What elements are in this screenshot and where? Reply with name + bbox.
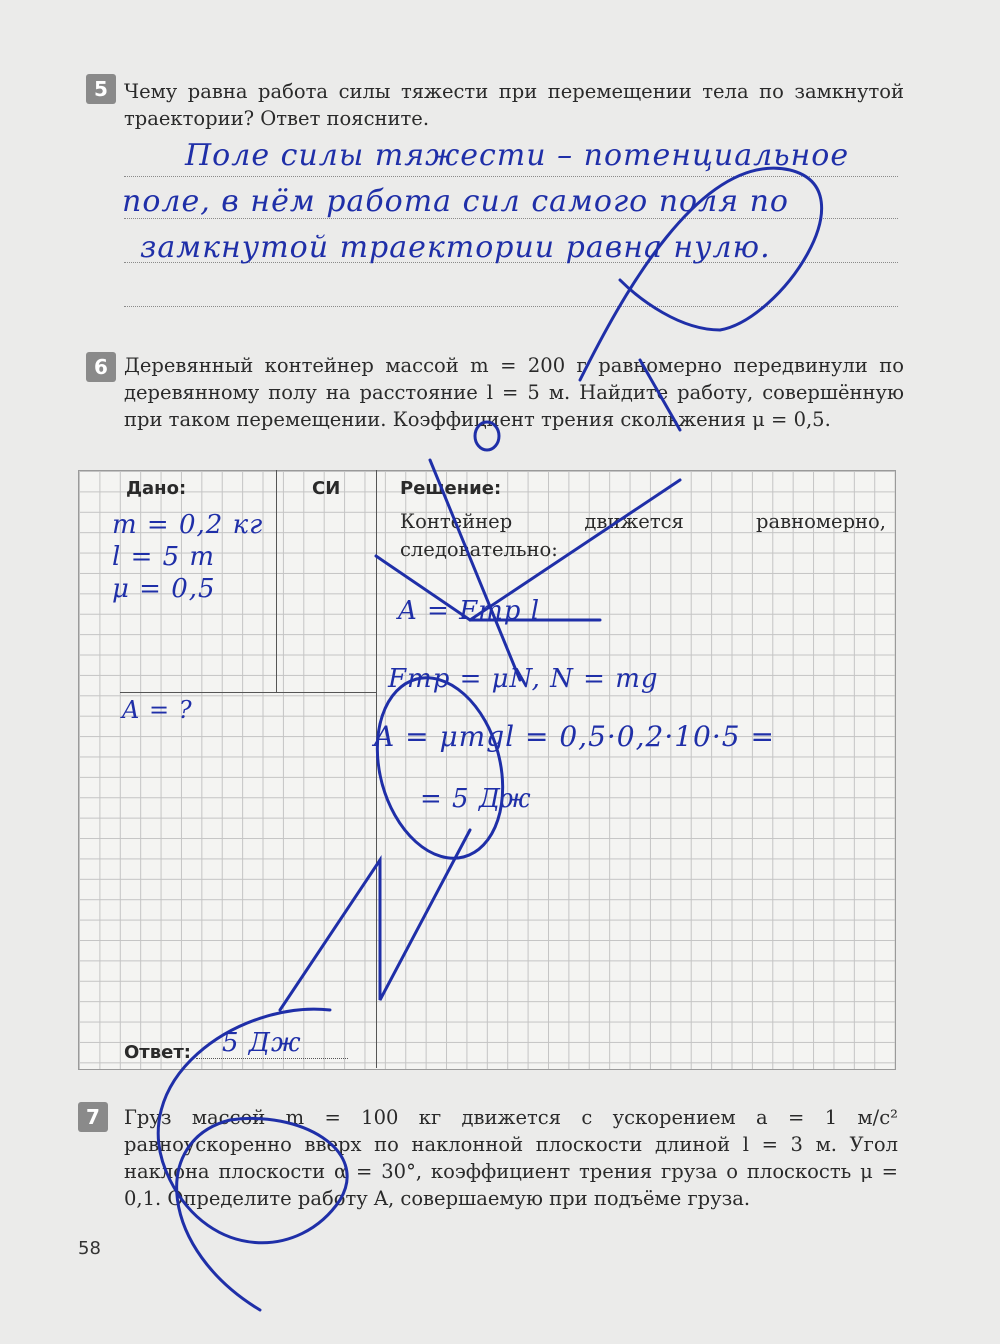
- question-6-text: Деревянный контейнер массой m = 200 г равномерно передвинули по деревянному полу на расстояние l = 5 м. Найдите работу, совершённую при таком перемещении. Коэффициент трения скольжения μ = 0,5.: [124, 354, 904, 431]
- answer-label: Ответ:: [124, 1042, 191, 1063]
- solution-step-2: Fтр = μN, N = mg: [388, 664, 659, 694]
- solution-text: Контейнер движется равномерно, следовательно:: [400, 510, 886, 561]
- si-label: СИ: [312, 478, 341, 499]
- page-number: 58: [78, 1238, 101, 1259]
- given-mass: m = 0,2 кг: [112, 510, 264, 540]
- question-6-number: 6: [86, 352, 116, 382]
- handwritten-answer-line-1: Поле силы тяжести – потенциальное: [185, 138, 850, 173]
- ink-stroke: [158, 1009, 347, 1310]
- solution-step-4: = 5 Дж: [420, 784, 532, 814]
- given-length: l = 5 m: [112, 542, 216, 572]
- ink-stroke: [640, 360, 680, 430]
- solution-step-3: A = μmgl = 0,5·0,2·10·5 =: [374, 720, 775, 753]
- answer-value: 5 Дж: [222, 1028, 302, 1058]
- ink-stroke: [580, 168, 822, 380]
- ink-stroke: [358, 664, 522, 873]
- question-5-number: 5: [86, 74, 116, 104]
- ink-stroke: [430, 460, 520, 680]
- ink-stroke: [376, 480, 680, 620]
- solution-step-1: A = Fтр l: [398, 596, 541, 626]
- find-work: A = ?: [122, 696, 193, 724]
- question-5-text: Чему равна работа силы тяжести при перемещении тела по замкнутой траектории? Ответ поясните.: [124, 80, 904, 130]
- ink-stroke: [475, 422, 499, 450]
- handwritten-answer-line-2: поле, в нём работа сил самого поля по: [122, 184, 789, 219]
- question-7-text: Груз массой m = 100 кг движется с ускорением a = 1 м/с² равноускоренно вверх по наклонной плоскости длиной l = 3 м. Угол наклона плоскости α = 30°, коэффициент трения груза о плоскость μ = 0,1. Определите работу A, совершаемую при подъёме груза.: [124, 1106, 898, 1210]
- solution-label: Решение:: [400, 478, 502, 499]
- handwritten-answer-line-3: замкнутой траектории равна нулю.: [140, 230, 771, 265]
- given-label: Дано:: [126, 478, 187, 499]
- question-7-number: 7: [78, 1102, 108, 1132]
- given-friction: μ = 0,5: [112, 574, 216, 604]
